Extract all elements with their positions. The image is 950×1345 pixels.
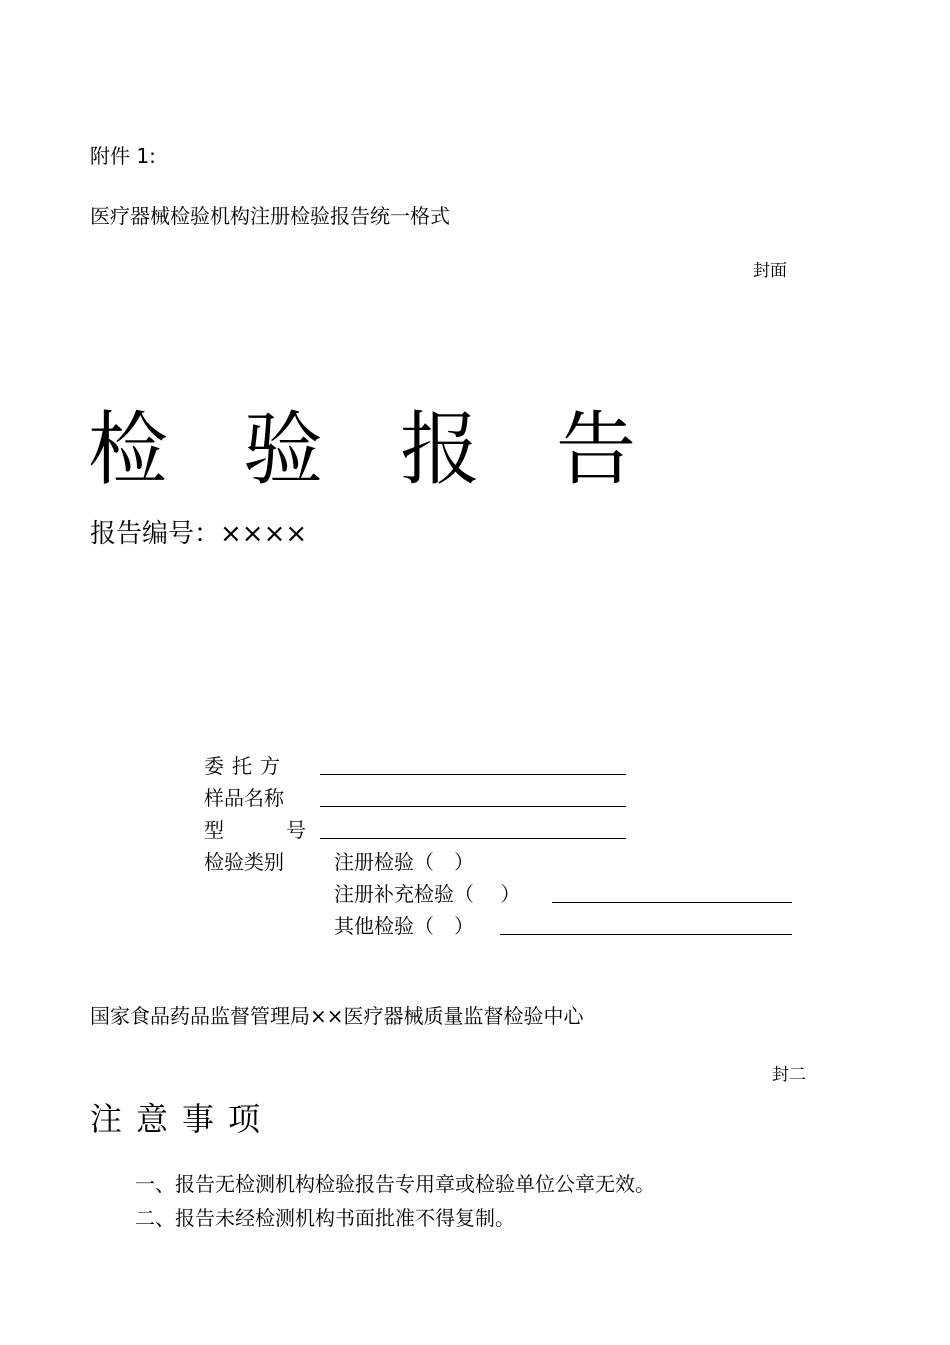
sample-name-line bbox=[320, 806, 626, 807]
model-line bbox=[320, 838, 626, 839]
supplementary-line bbox=[552, 902, 792, 903]
main-title-char-1: 检 bbox=[88, 403, 168, 496]
main-title-char-2: 验 bbox=[243, 403, 323, 496]
cover2-label: 封二 bbox=[772, 1065, 806, 1085]
notice-item-1: 一、报告无检测机构检验报告专用章或检验单位公章无效。 bbox=[135, 1172, 655, 1196]
other-line bbox=[500, 934, 792, 935]
client-label: 委托方 bbox=[204, 754, 288, 778]
model-label bbox=[204, 814, 314, 840]
attachment-label: 附件 1: bbox=[90, 144, 156, 168]
option-registration: 注册检验（ ） bbox=[334, 850, 474, 874]
model-label-char-1: 型 bbox=[204, 818, 224, 842]
option-supplementary: 注册补充检验（ ） bbox=[334, 882, 521, 906]
main-title-char-4: 告 bbox=[556, 403, 636, 496]
document-title: 医疗器械检验机构注册检验报告统一格式 bbox=[90, 204, 450, 228]
model-label-char-2: 号 bbox=[286, 818, 306, 842]
main-title-char-3: 报 bbox=[400, 403, 480, 496]
category-label: 检验类别 bbox=[204, 850, 284, 874]
notice-item-2: 二、报告未经检测机构书面批准不得复制。 bbox=[135, 1206, 515, 1230]
report-number: 报告编号：×××× bbox=[90, 519, 308, 549]
notice-title: 注意事项 bbox=[90, 1100, 275, 1138]
sample-name-label: 样品名称 bbox=[204, 786, 284, 810]
option-other: 其他检验（ ） bbox=[334, 914, 474, 938]
client-line bbox=[320, 774, 626, 775]
cover-label: 封面 bbox=[753, 261, 787, 281]
issuer-name: 国家食品药品监督管理局××医疗器械质量监督检验中心 bbox=[90, 1004, 584, 1028]
